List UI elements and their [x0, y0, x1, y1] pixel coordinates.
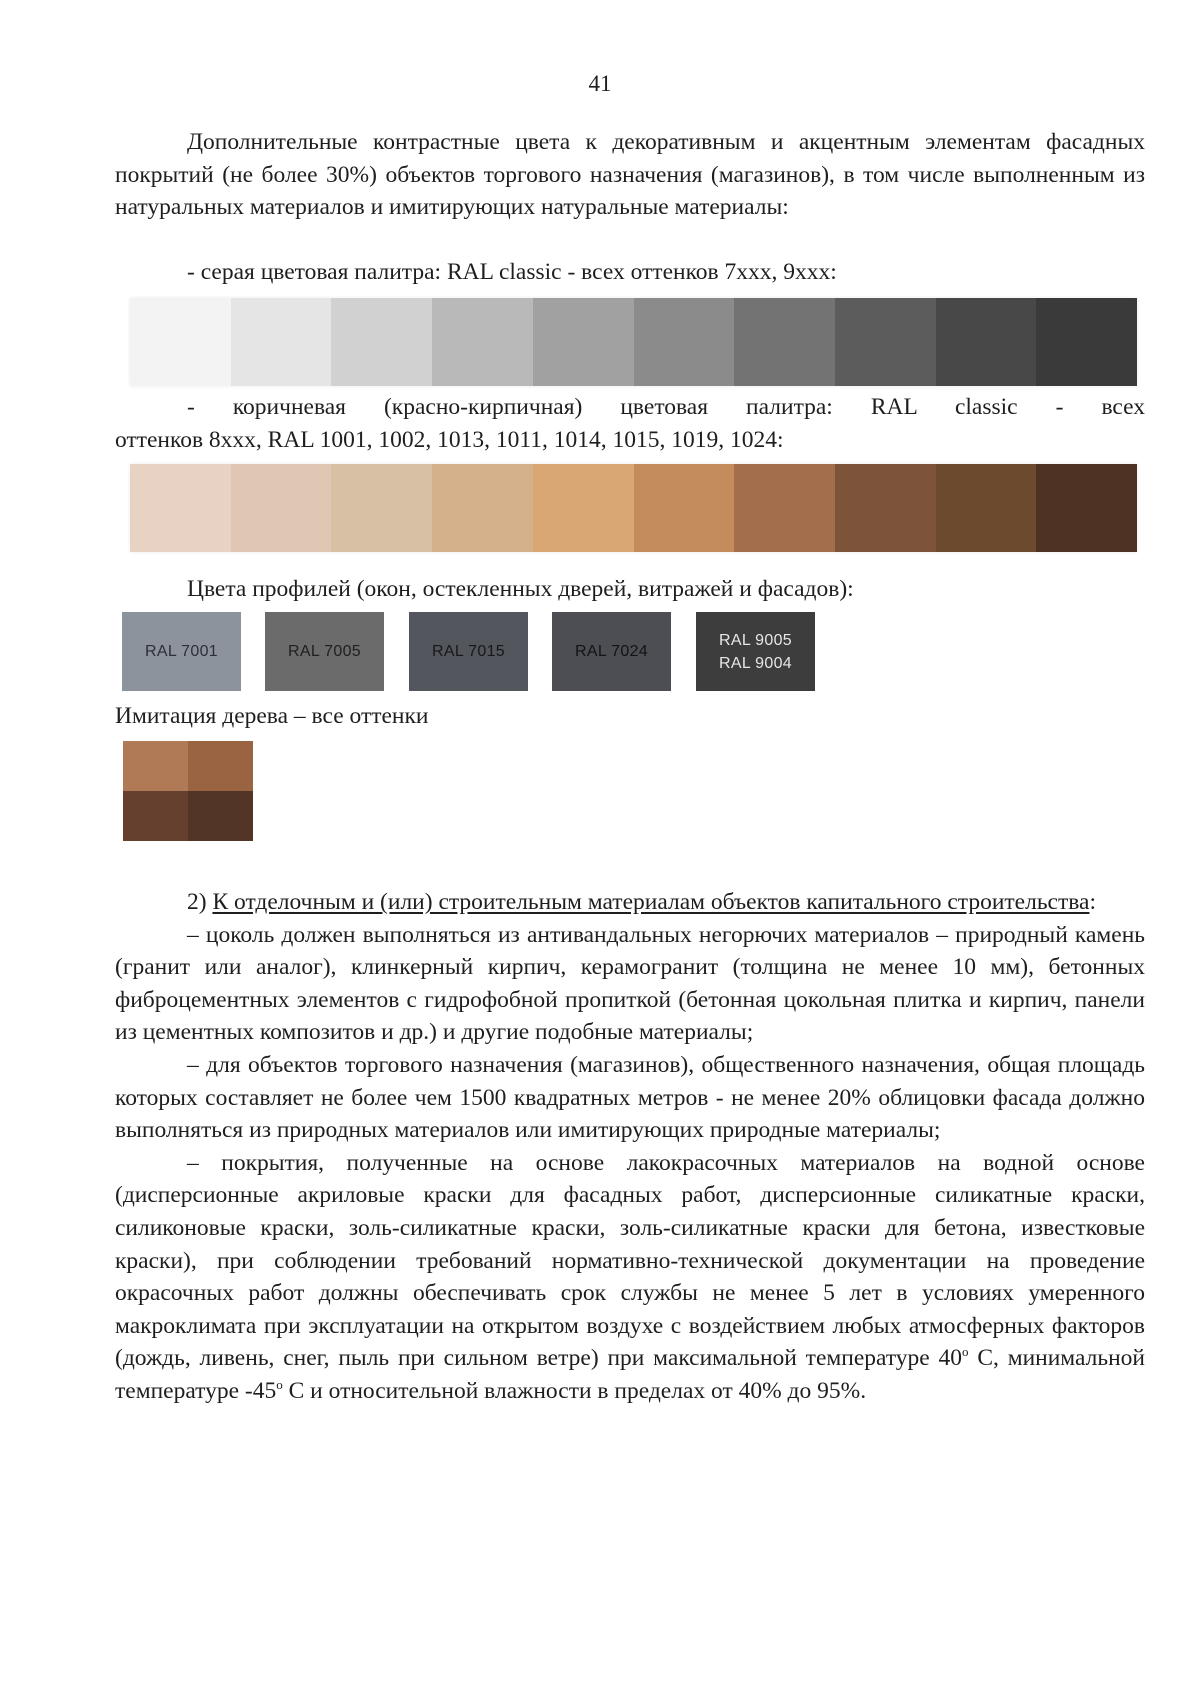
grey-swatch — [432, 298, 533, 386]
section-2-item-1: – цоколь должен выполняться из антивандальных негорючих материалов – природный камень (гранит или аналог), клинкерный кирпич, керамогранит (толщина не менее 10 мм), бетонных фиброцементных элементов с гидрофобной пропиткой (бетонная цокольная плитка и кирпич, панели из цементных композитов и др.) и другие подобные материалы; — [115, 921, 1145, 1046]
section-2-title: К отделочным и (или) строительным материалам объектов капитального строительства — [212, 889, 1090, 915]
profile-chip-label: RAL 7024 — [575, 643, 648, 660]
brown-swatch — [1036, 464, 1137, 552]
intro-paragraph: Дополнительные контрастные цвета к декоративным и акцентным элементам фасадных покрытий (не более 30%) объектов торгового назначения (магазинов), в том числе выполненным из натуральных материалов и имитирующих натуральные материалы: — [115, 129, 1145, 220]
grey-swatch — [331, 298, 432, 386]
grey-swatch — [936, 298, 1037, 386]
profile-chip — [409, 612, 528, 691]
degree-mark: о — [962, 1344, 969, 1360]
brown-color-palette — [130, 464, 1137, 552]
grey-swatch — [835, 298, 936, 386]
brown-swatch — [231, 464, 332, 552]
brown-palette-caption-line1: - коричневая (красно-кирпичная) цветовая палитра: RAL classic - всех — [187, 394, 1145, 420]
brown-swatch — [432, 464, 533, 552]
brown-swatch — [533, 464, 634, 552]
wood-caption: Имитация дерева – все оттенки — [115, 703, 429, 729]
profile-chip-label: RAL 7015 — [432, 643, 505, 660]
grey-swatch — [1036, 298, 1137, 386]
profiles-caption: Цвета профилей (окон, остекленных дверей, витражей и фасадов): — [187, 576, 854, 602]
wood-swatch — [123, 791, 188, 841]
wood-swatch — [188, 791, 253, 841]
profile-chip — [122, 612, 241, 691]
item-3-text-part2: С, минимальной температуре -45 — [115, 1345, 1146, 1404]
section-2-item-3 — [115, 1147, 1145, 1408]
wood-swatch — [188, 741, 253, 791]
brown-swatch — [936, 464, 1037, 552]
wood-swatch — [123, 741, 188, 791]
brown-swatch — [734, 464, 835, 552]
profile-chip — [265, 612, 384, 691]
section-2-number: 2) — [187, 889, 213, 915]
profile-chip-label: RAL 9005 — [719, 631, 792, 649]
profile-chip-label: RAL 7001 — [145, 643, 218, 660]
brown-swatch — [835, 464, 936, 552]
grey-swatch — [634, 298, 735, 386]
item-3-text-part3: С и относительной влажности в пределах от 40% до 95%. — [282, 1377, 867, 1404]
grey-color-palette — [130, 298, 1137, 386]
brown-swatch — [130, 464, 231, 552]
profile-chip — [696, 612, 815, 691]
grey-swatch — [231, 298, 332, 386]
grey-swatch — [734, 298, 835, 386]
profile-chip-label: RAL 7005 — [288, 643, 361, 660]
item-3-text-part1: – покрытия, полученные на основе лакокрасочных материалов на водной основе (дисперсионные акриловые краски для фасадных работ, дисперсионные силикатные краски, силиконовые краски, золь-силикатные краски, золь-силикатные краски для бетона, известковые краски), при соблюдении требований нормативно-технической документации на проведение окрасочных работ должны обеспечивать срок службы не менее 5 лет в условиях умеренного макроклимата при эксплуатации на открытом воздухе с воздействием любых атмосферных факторов (дождь, ливень, снег, пыль при сильном ветре) при максимальной температуре 40 — [115, 1149, 1145, 1372]
section-2 — [115, 886, 1145, 1408]
wood-imitation-swatch — [123, 741, 253, 841]
brown-palette-caption-line2: оттенков 8ххх, RAL 1001, 1002, 1013, 1011, 1014, 1015, 1019, 1024: — [115, 427, 784, 453]
brown-swatch — [634, 464, 735, 552]
profile-color-chips — [122, 612, 822, 691]
profile-chip-label: RAL 9004 — [719, 654, 792, 672]
profile-chip — [552, 612, 671, 691]
degree-mark: о — [276, 1377, 283, 1393]
page-number: 41 — [588, 71, 612, 96]
grey-palette-caption: - серая цветовая палитра: RAL classic - всех оттенков 7ххх, 9ххх: — [187, 259, 837, 285]
grey-swatch — [130, 298, 231, 386]
section-2-heading — [115, 886, 1145, 919]
section-2-title-end: : — [1089, 889, 1096, 915]
brown-swatch — [331, 464, 432, 552]
section-2-item-2: – для объектов торгового назначения (магазинов), общественного назначения, общая площадь которых составляет не более чем 1500 квадратных метров - не менее 20% облицовки фасада должно выполняться из природных материалов или имитирующих природные материалы; — [115, 1051, 1145, 1144]
grey-swatch — [533, 298, 634, 386]
